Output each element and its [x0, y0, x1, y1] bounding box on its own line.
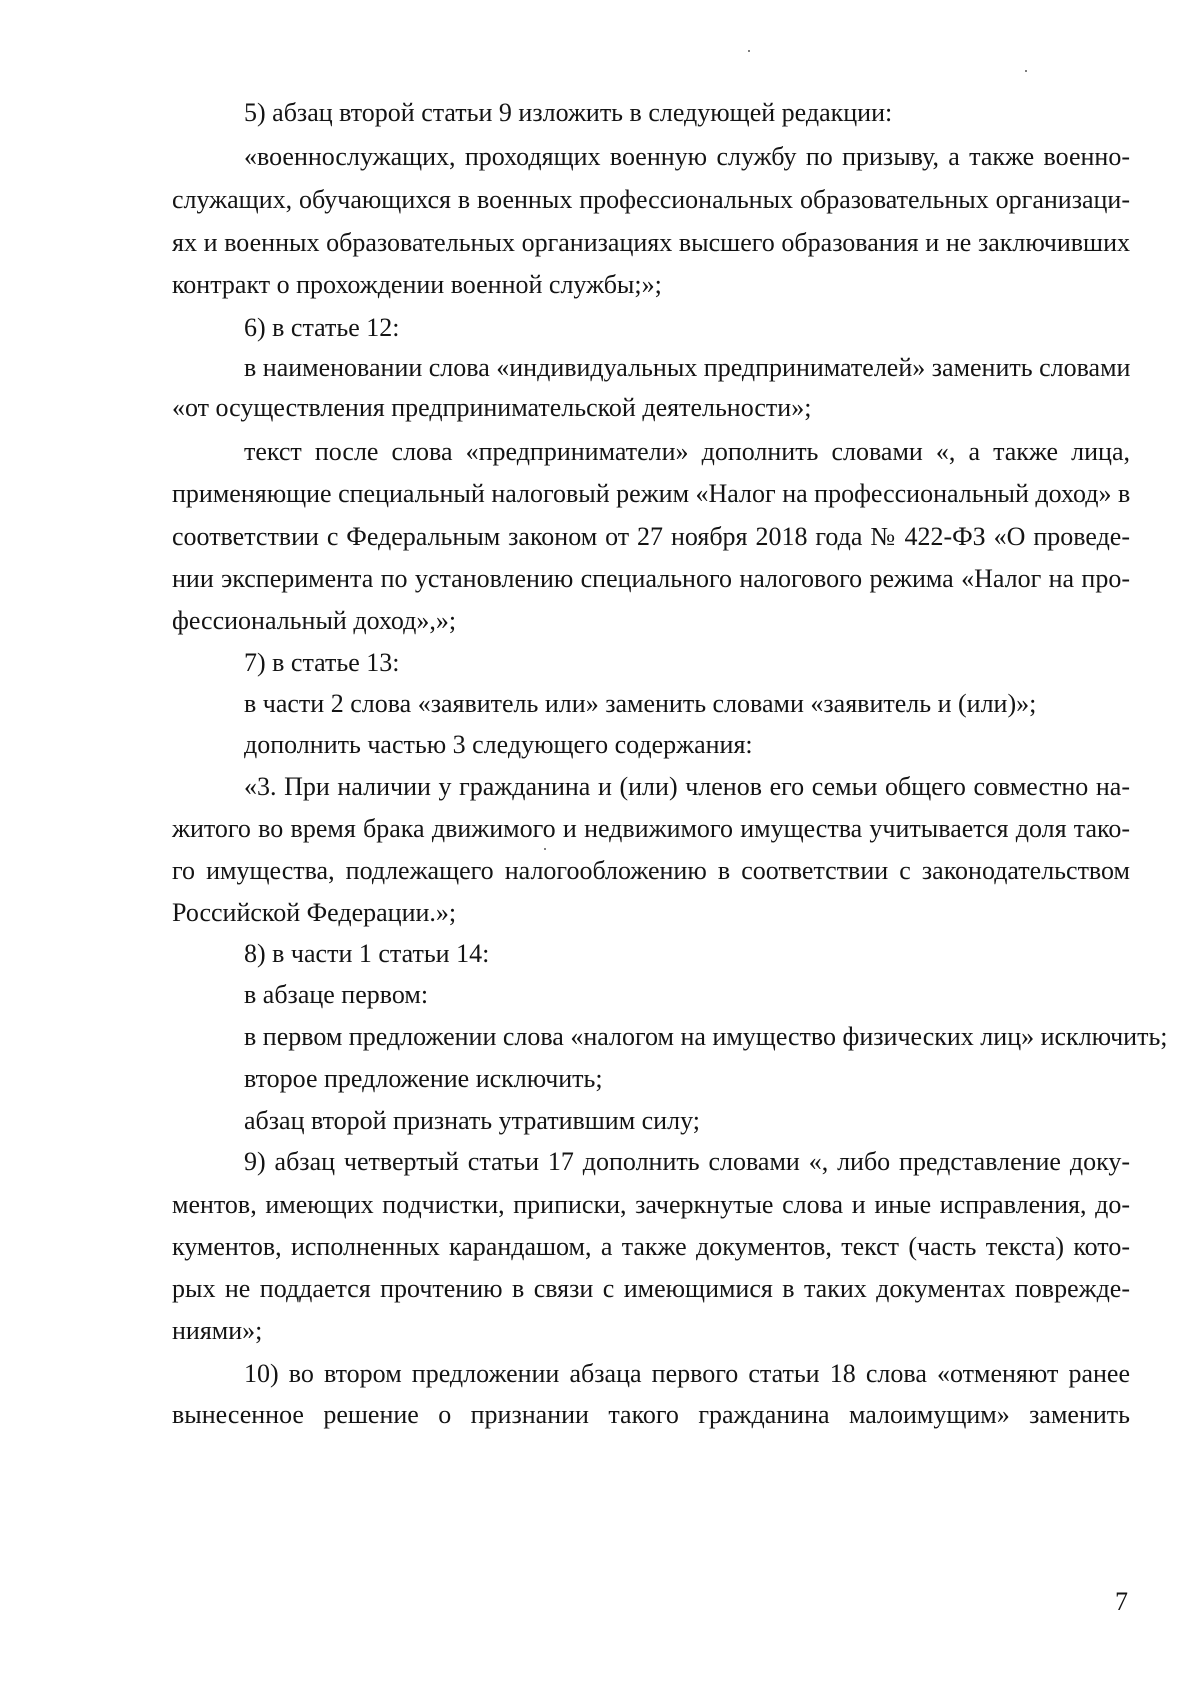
text-line: Российской Федерации.»;: [172, 898, 457, 927]
text-line: контракт о прохождении военной службы;»;: [172, 270, 662, 299]
text-line: в части 2 слова «заявитель или» заменить словами «заявитель и (или)»;: [244, 689, 1037, 718]
text-line: кументов, исполненных карандашом, а также документов, текст (часть текста) кото-: [172, 1232, 1130, 1261]
text-line: нии эксперимента по установлению специального налогового режима «Налог на про-: [172, 564, 1130, 593]
text-line: вынесенное решение о признании такого гражданина малоимущим» заменить: [172, 1400, 1130, 1429]
text-line: го имущества, подлежащего налогообложению в соответствии с законодательством: [172, 856, 1130, 885]
text-line: «военнослужащих, проходящих военную службу по призыву, а также военно-: [244, 142, 1130, 171]
text-line: применяющие специальный налоговый режим «Налог на профессиональный доход» в: [172, 479, 1131, 508]
text-line: 8) в части 1 статьи 14:: [244, 939, 490, 968]
text-line: текст после слова «предприниматели» дополнить словами «, а также лица,: [244, 437, 1130, 466]
scan-speck: [1025, 70, 1027, 72]
text-line: 6) в статье 12:: [244, 313, 400, 342]
text-line: дополнить частью 3 следующего содержания:: [244, 730, 753, 759]
text-line: абзац второй признать утратившим силу;: [244, 1106, 700, 1135]
text-line: ниями»;: [172, 1316, 263, 1345]
scan-speck: [748, 50, 750, 52]
page-number: 7: [1115, 1587, 1128, 1616]
text-line: служащих, обучающихся в военных профессиональных образовательных организаци-: [172, 185, 1130, 214]
text-line: в абзаце первом:: [244, 980, 429, 1009]
text-line: «от осуществления предпринимательской деятельности»;: [172, 393, 812, 422]
text-line: ментов, имеющих подчистки, приписки, зачеркнутые слова и иные исправления, до-: [172, 1190, 1130, 1219]
text-line: в наименовании слова «индивидуальных предпринимателей» заменить словами: [244, 353, 1131, 382]
text-line: житого во время брака движимого и недвижимого имущества учитывается доля тако-: [172, 814, 1130, 843]
text-line: ях и военных образовательных организациях высшего образования и не заключивших: [172, 228, 1130, 257]
scan-speck: [544, 848, 546, 850]
text-line: фессиональный доход»,»;: [172, 606, 457, 635]
text-line: «3. При наличии у гражданина и (или) членов его семьи общего совместно на-: [244, 772, 1130, 801]
text-line: в первом предложении слова «налогом на имущество физических лиц» исключить;: [244, 1022, 1168, 1051]
text-line: 9) абзац четвертый статьи 17 дополнить словами «, либо представление доку-: [244, 1147, 1130, 1176]
text-line: рых не поддается прочтению в связи с имеющимися в таких документах поврежде-: [172, 1274, 1130, 1303]
text-line: 5) абзац второй статьи 9 изложить в следующей редакции:: [244, 98, 893, 127]
text-line: 10) во втором предложении абзаца первого статьи 18 слова «отменяют ранее: [244, 1359, 1130, 1388]
text-line: соответствии с Федеральным законом от 27 ноября 2018 года № 422-ФЗ «О проведе-: [172, 522, 1130, 551]
text-line: 7) в статье 13:: [244, 648, 400, 677]
text-line: второе предложение исключить;: [244, 1064, 603, 1093]
